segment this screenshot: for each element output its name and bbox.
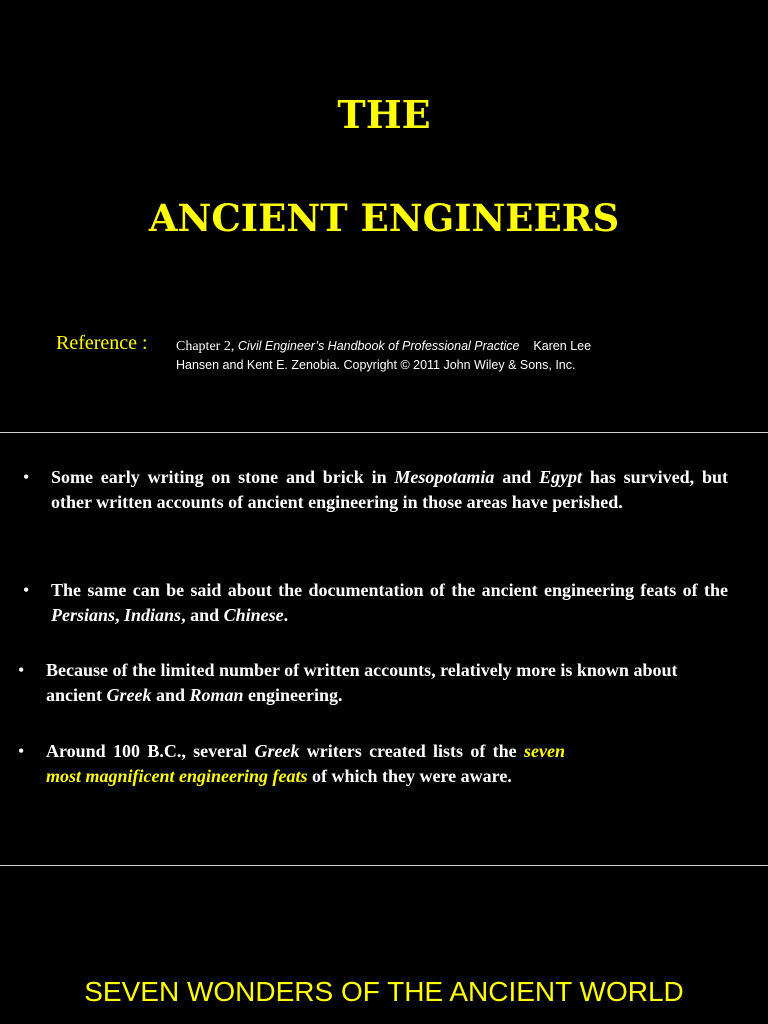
place-name: Mesopotamia bbox=[394, 467, 495, 487]
civilization-name: Greek bbox=[106, 685, 152, 705]
highlighted-phrase: seven most magnificent engineering feats bbox=[46, 741, 565, 786]
reference-text bbox=[176, 337, 606, 374]
civilization-name: Greek bbox=[254, 741, 300, 761]
bullet-item: • Some early writing on stone and brick in Mesopotamia and Egypt has survived, but other written accounts of ancient engineering in those areas have perished. bbox=[23, 467, 728, 512]
civilization-name: Persians bbox=[51, 605, 116, 625]
slide-title-line-1: THE bbox=[337, 92, 431, 137]
next-slide bbox=[0, 866, 768, 1024]
bullet-item: • Because of the limited number of written accounts, relatively more is known about ancient Greek and Roman engineering. bbox=[18, 660, 678, 705]
bullet-item: • The same can be said about the documentation of the ancient engineering feats of the Persians, Indians, and Chinese. bbox=[23, 580, 728, 625]
slide-title-line-2: ANCIENT ENGINEERS bbox=[148, 196, 620, 240]
reference-authors: Karen Lee Hansen and Kent E. Zenobia. Copyright © 2011 John Wiley & Sons, Inc. bbox=[176, 339, 592, 372]
place-name: Egypt bbox=[539, 467, 583, 487]
civilization-name: Roman bbox=[189, 685, 244, 705]
bullet-marker: • bbox=[18, 741, 25, 761]
bullet-marker: • bbox=[23, 580, 30, 600]
bullet-item: • Around 100 B.C., several Greek writers created lists of the seven most magnificent engineering feats of which they were aware. bbox=[18, 741, 565, 786]
bullet-marker: • bbox=[23, 467, 30, 487]
civilization-name: Chinese bbox=[223, 605, 284, 625]
title-slide bbox=[0, 0, 768, 432]
civilization-name: Indians bbox=[124, 605, 182, 625]
reference-chapter: Chapter 2, bbox=[176, 339, 235, 354]
reference-label: Reference : bbox=[56, 332, 148, 354]
bullet-marker: • bbox=[18, 660, 25, 680]
slide-heading: SEVEN WONDERS OF THE ANCIENT WORLD bbox=[84, 976, 684, 1007]
content-slide bbox=[0, 433, 768, 865]
reference-book-title: Civil Engineer’s Handbook of Professional Practice bbox=[237, 339, 520, 353]
